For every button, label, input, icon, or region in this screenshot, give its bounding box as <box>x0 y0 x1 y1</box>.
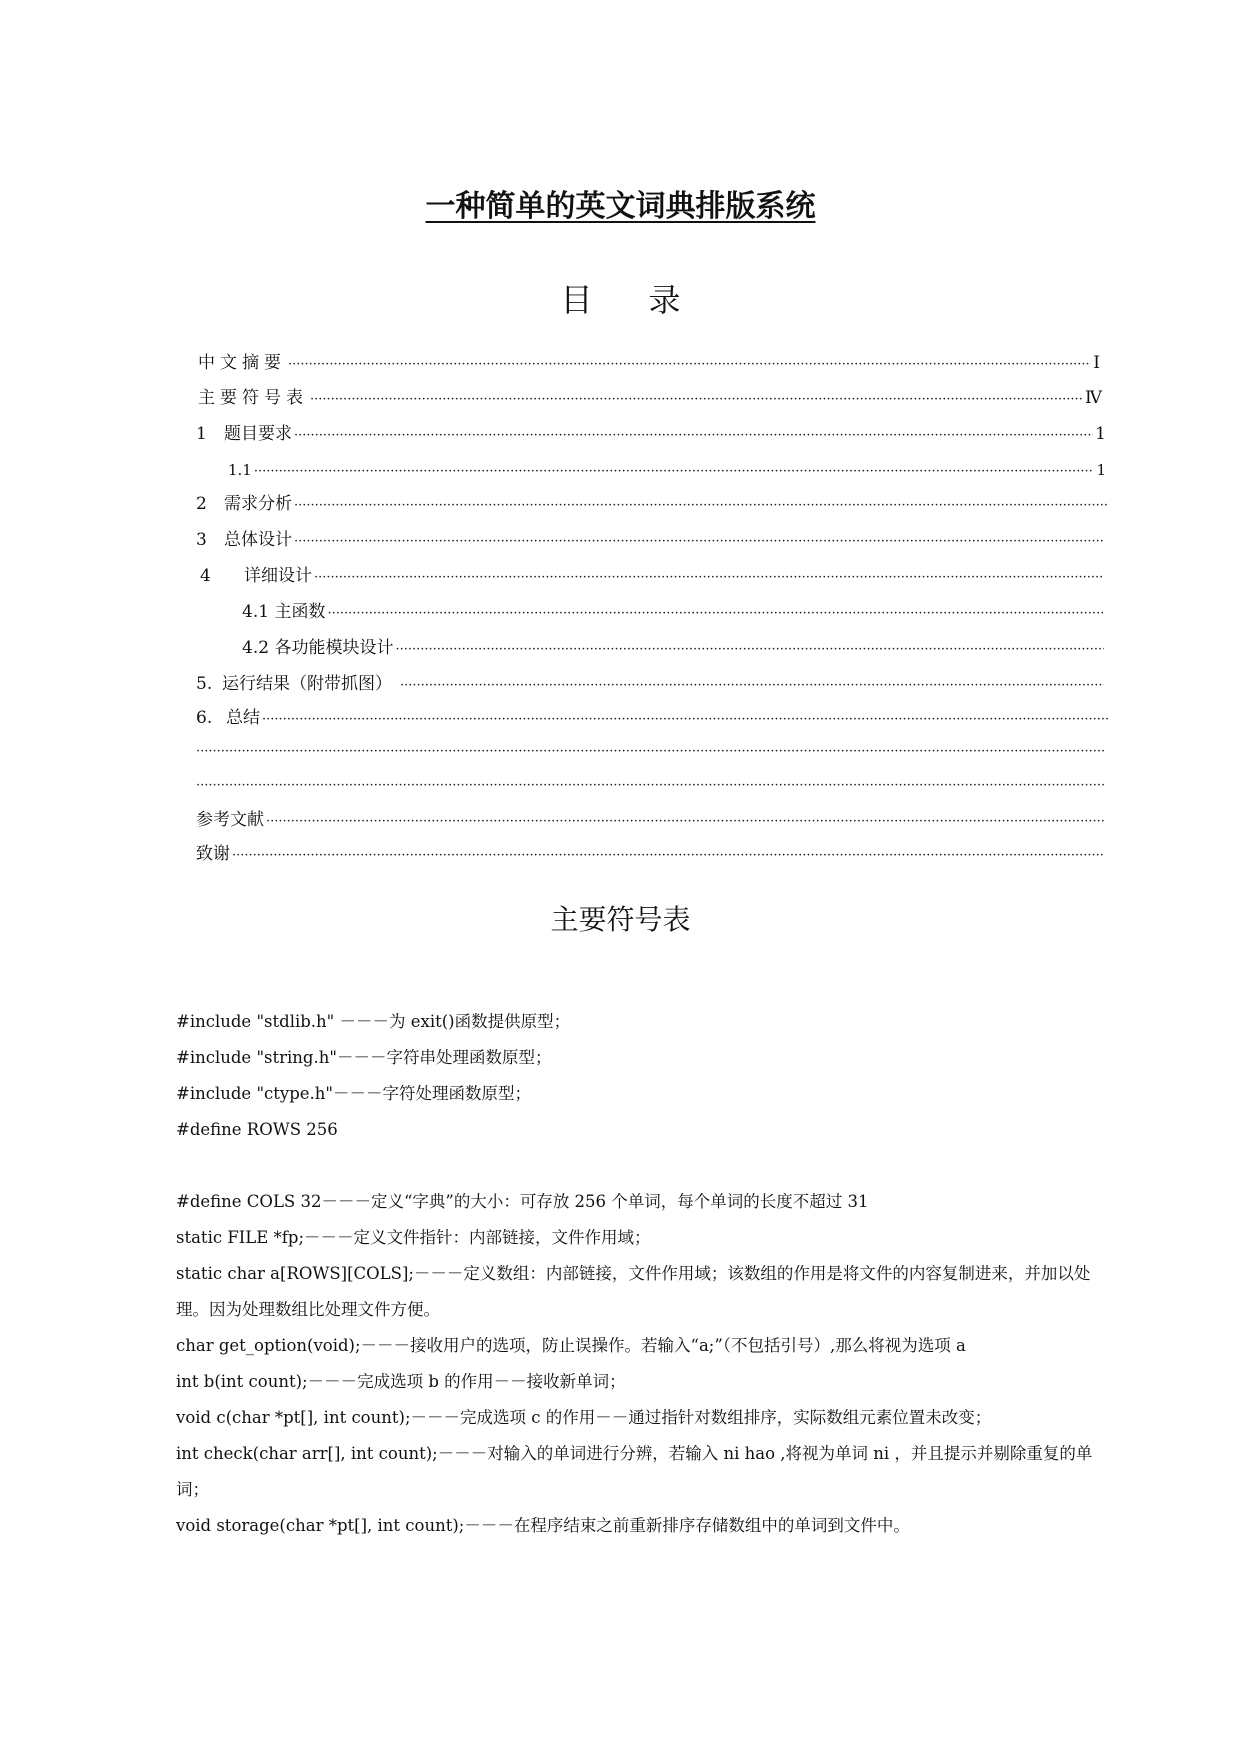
toc-entry-number: 5. <box>196 674 213 694</box>
toc-entry-number: 6. <box>196 708 213 728</box>
symbol-line: static FILE *fp;－－－定义文件指针：内部链接，文件作用域； <box>176 1228 651 1247</box>
toc-entry[interactable] <box>196 528 1106 552</box>
symbol-line: #define COLS 32－－－定义“字典”的大小：可存放 256 个单词，每个单词的长度不超过 31 <box>176 1192 869 1211</box>
toc-entry[interactable] <box>242 636 1106 660</box>
toc-leader-dots <box>395 638 1104 662</box>
paragraph-gap <box>176 1148 1118 1184</box>
document-title <box>0 181 1241 225</box>
toc-leader-dots <box>294 494 1108 518</box>
toc-heading: 目录 <box>560 281 737 319</box>
toc-entry-label: 总体设计 <box>224 530 292 550</box>
toc-entry-label: 中文摘要 <box>198 353 286 373</box>
symbols-heading: 主要符号表 <box>550 903 691 936</box>
toc-entry-label: 1.1 <box>228 461 252 479</box>
symbol-line: #include "stdlib.h" －－－为 exit()函数提供原型； <box>176 1012 571 1031</box>
toc-entry[interactable] <box>196 706 1110 730</box>
toc-leader-dots <box>262 708 1108 732</box>
toc-entry-label: 详细设计 <box>244 566 312 586</box>
symbol-line: void storage(char *pt[], int count);－－－在程序结束之前重新排序存储数组中的单词到文件中。 <box>176 1516 910 1535</box>
symbol-line: char get_option(void);－－－接收用户的选项，防止误操作。若输入“a;”（不包括引号）,那么将视为选项 a <box>176 1336 966 1355</box>
toc-leader-dots <box>232 844 1104 868</box>
toc-leader-dots <box>314 566 1104 590</box>
toc-leader-dots <box>196 774 1106 798</box>
toc-entry-label: 总结 <box>226 708 260 728</box>
toc-entry-page: 1 <box>1095 424 1106 444</box>
symbol-line: #include "string.h"－－－字符串处理函数原型； <box>176 1048 552 1067</box>
toc-leader-dots <box>310 388 1083 412</box>
toc-entry[interactable] <box>196 492 1110 516</box>
toc-entry-label: 主要符号表 <box>198 388 308 408</box>
toc-entry-page: Ⅳ <box>1085 388 1102 408</box>
toc-leader-dots <box>288 353 1091 377</box>
toc-entry[interactable] <box>196 422 1106 446</box>
toc-entry-label: 4.1 主函数 <box>242 602 326 622</box>
toc-entry-label: 4.2 各功能模块设计 <box>242 638 394 658</box>
toc-leader-dots <box>294 530 1104 554</box>
toc-entry[interactable] <box>196 842 1106 866</box>
toc-entry[interactable] <box>198 386 1102 410</box>
toc-leader-dots <box>266 810 1104 834</box>
toc-entry[interactable] <box>228 458 1106 482</box>
toc-entry-number: 4 <box>200 566 211 586</box>
symbol-line: void c(char *pt[], int count);－－－完成选项 c 的作用－－通过指针对数组排序，实际数组元素位置未改变； <box>176 1408 992 1427</box>
toc-leader-dots <box>254 460 1095 484</box>
toc-entry[interactable] <box>196 672 1106 696</box>
symbol-line: int check(char arr[], int count);－－－对输入的单词进行分辨，若输入 ni hao ,将视为单词 ni ，并且提示并剔除重复的单词； <box>176 1444 1093 1499</box>
toc-entry-number: 2 <box>196 494 207 514</box>
toc-entry[interactable] <box>196 774 1108 798</box>
toc-entry-label: 题目要求 <box>224 424 292 444</box>
document-title-text: 一种简单的英文词典排版系统 <box>425 189 816 224</box>
toc-entry[interactable] <box>198 351 1100 375</box>
toc-entry-number: 1 <box>196 424 207 444</box>
symbols-list <box>176 1004 1118 1544</box>
toc-entry[interactable] <box>200 564 1106 588</box>
toc-entry-label: 参考文献 <box>196 810 264 830</box>
toc-entry-page: 1 <box>1096 461 1106 479</box>
toc-entry[interactable] <box>196 808 1106 832</box>
toc-entry-page: Ⅰ <box>1093 353 1100 373</box>
symbol-line: #define ROWS 256 <box>176 1120 338 1139</box>
toc-leader-dots <box>294 424 1093 448</box>
toc-leader-dots <box>327 602 1104 626</box>
toc-leader-dots <box>196 740 1106 764</box>
toc-entry[interactable] <box>196 740 1108 764</box>
toc-entry-label: 需求分析 <box>224 494 292 514</box>
toc-entry-label: 运行结果（附带抓图） <box>222 674 392 694</box>
toc-entry-number: 3 <box>196 530 207 550</box>
toc-entry[interactable] <box>242 600 1106 624</box>
toc-leader-dots <box>400 674 1104 698</box>
symbol-line: #include "ctype.h"－－－字符处理函数原型； <box>176 1084 532 1103</box>
symbol-line: static char a[ROWS][COLS];－－－定义数组：内部链接，文件作用域；该数组的作用是将文件的内容复制进来，并加以处理。因为处理数组比处理文件方便。 <box>176 1264 1091 1319</box>
toc-entry-label: 致谢 <box>196 844 230 864</box>
symbol-line: int b(int count);－－－完成选项 b 的作用－－接收新单词； <box>176 1372 626 1391</box>
